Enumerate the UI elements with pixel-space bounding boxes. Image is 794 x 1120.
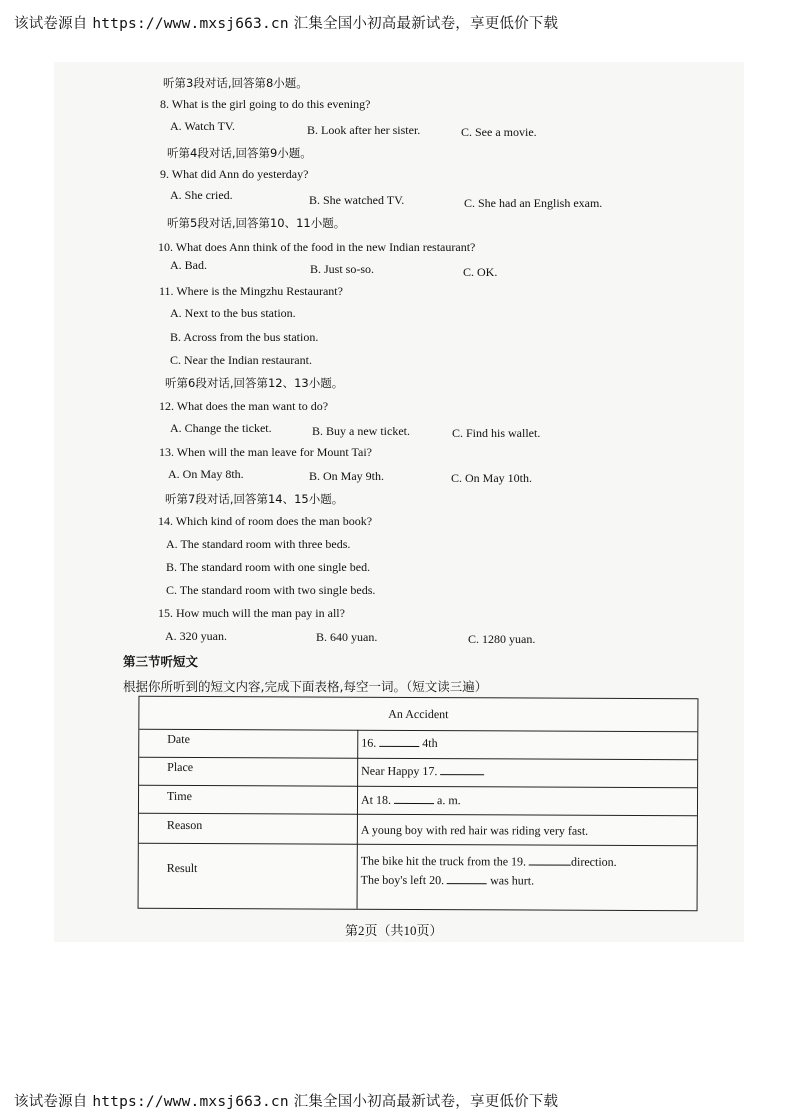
q13-option-a: A. On May 8th. bbox=[168, 467, 244, 481]
question-8: 8. What is the girl going to do this evening? bbox=[160, 97, 371, 111]
question-13: 13. When will the man leave for Mount Tai? bbox=[159, 445, 372, 459]
result2-prefix: The boy's left 20. bbox=[360, 872, 445, 888]
q8-option-a: A. Watch TV. bbox=[170, 119, 236, 133]
time-suffix: a. m. bbox=[436, 793, 461, 808]
q11-option-c: C. Near the Indian restaurant. bbox=[170, 353, 312, 367]
date-suffix: 4th bbox=[422, 736, 438, 751]
q9-option-b: B. She watched TV. bbox=[309, 193, 405, 207]
question-11: 11. Where is the Mingzhu Restaurant? bbox=[159, 284, 343, 298]
row-label-result: Result bbox=[166, 860, 198, 876]
q9-option-a: A. She cried. bbox=[170, 188, 233, 202]
row-value-result-line2 bbox=[361, 873, 535, 889]
result1-suffix: direction. bbox=[571, 854, 617, 869]
instruction-dialogue-5: 听第5段对话,回答第10、11小题。 bbox=[167, 216, 346, 230]
q10-option-a: A. Bad. bbox=[170, 258, 207, 272]
question-9: 9. What did Ann do yesterday? bbox=[160, 167, 309, 181]
row-label-time: Time bbox=[167, 788, 192, 804]
q8-option-c: C. See a movie. bbox=[461, 125, 537, 139]
blank-18[interactable] bbox=[394, 793, 434, 804]
blank-17[interactable] bbox=[440, 764, 484, 775]
banner-suffix: 汇集全国小初高最新试卷，享更低价下载 bbox=[293, 16, 559, 32]
banner-url[interactable]: https://www.mxsj663.cn bbox=[92, 1094, 289, 1110]
q8-option-b: B. Look after her sister. bbox=[307, 123, 421, 137]
row-value-time bbox=[361, 793, 461, 808]
q13-option-c: C. On May 10th. bbox=[451, 471, 532, 485]
source-banner-bottom bbox=[14, 1090, 558, 1111]
blank-19[interactable] bbox=[529, 854, 571, 865]
row-value-date bbox=[361, 736, 437, 751]
question-12: 12. What does the man want to do? bbox=[159, 399, 329, 413]
time-prefix: At 18. bbox=[360, 792, 392, 807]
banner-prefix: 该试卷源自 bbox=[14, 1094, 88, 1110]
q14-option-b: B. The standard room with one single bed. bbox=[166, 560, 371, 574]
accident-table bbox=[138, 696, 699, 911]
q10-option-b: B. Just so-so. bbox=[310, 262, 375, 276]
row-value-reason: A young boy with red hair was riding very fast. bbox=[360, 822, 589, 838]
banner-prefix: 该试卷源自 bbox=[14, 16, 88, 32]
q14-option-c: C. The standard room with two single beds. bbox=[166, 583, 376, 597]
source-banner-top bbox=[14, 12, 558, 33]
q11-option-a: A. Next to the bus station. bbox=[170, 306, 296, 320]
q12-option-a: A. Change the ticket. bbox=[170, 421, 272, 435]
q12-option-b: B. Buy a new ticket. bbox=[312, 424, 410, 438]
question-10: 10. What does Ann think of the food in the new Indian restaurant? bbox=[158, 240, 476, 254]
question-14: 14. Which kind of room does the man book? bbox=[158, 514, 373, 528]
result1-prefix: The bike hit the truck from the 19. bbox=[360, 853, 527, 869]
blank-16[interactable] bbox=[379, 736, 419, 747]
page-number: 第2页（共10页） bbox=[345, 923, 443, 938]
row-value-result-line1 bbox=[361, 854, 617, 870]
q12-option-c: C. Find his wallet. bbox=[452, 426, 541, 440]
place-prefix: Near Happy 17. bbox=[361, 763, 438, 779]
instruction-dialogue-6: 听第6段对话,回答第12、13小题。 bbox=[165, 376, 344, 390]
instruction-dialogue-4: 听第4段对话,回答第9小题。 bbox=[167, 146, 312, 160]
instruction-dialogue-7: 听第7段对话,回答第14、15小题。 bbox=[165, 492, 344, 506]
q11-option-b: B. Across from the bus station. bbox=[170, 330, 319, 344]
q15-option-b: B. 640 yuan. bbox=[316, 630, 378, 644]
row-value-place bbox=[361, 764, 484, 780]
row-label-date: Date bbox=[167, 731, 190, 747]
question-15: 15. How much will the man pay in all? bbox=[158, 606, 345, 620]
result2-suffix: was hurt. bbox=[490, 873, 535, 888]
table-title: An Accident bbox=[388, 706, 449, 722]
q13-option-b: B. On May 9th. bbox=[309, 469, 384, 483]
banner-url[interactable]: https://www.mxsj663.cn bbox=[92, 16, 289, 32]
date-prefix: 16. bbox=[361, 735, 377, 750]
section-3-heading: 第三节听短文 bbox=[123, 654, 199, 669]
q15-option-a: A. 320 yuan. bbox=[165, 629, 227, 643]
banner-suffix: 汇集全国小初高最新试卷，享更低价下载 bbox=[293, 1094, 559, 1110]
row-label-place: Place bbox=[167, 759, 194, 775]
q14-option-a: A. The standard room with three beds. bbox=[166, 537, 351, 551]
instruction-dialogue-3: 听第3段对话,回答第8小题。 bbox=[163, 76, 308, 90]
q9-option-c: C. She had an English exam. bbox=[464, 196, 603, 210]
section-3-instruction: 根据你所听到的短文内容,完成下面表格,每空一词。（短文读三遍） bbox=[123, 679, 488, 694]
q15-option-c: C. 1280 yuan. bbox=[468, 632, 536, 646]
q10-option-c: C. OK. bbox=[463, 265, 498, 279]
blank-20[interactable] bbox=[447, 873, 487, 884]
row-label-reason: Reason bbox=[166, 817, 203, 833]
